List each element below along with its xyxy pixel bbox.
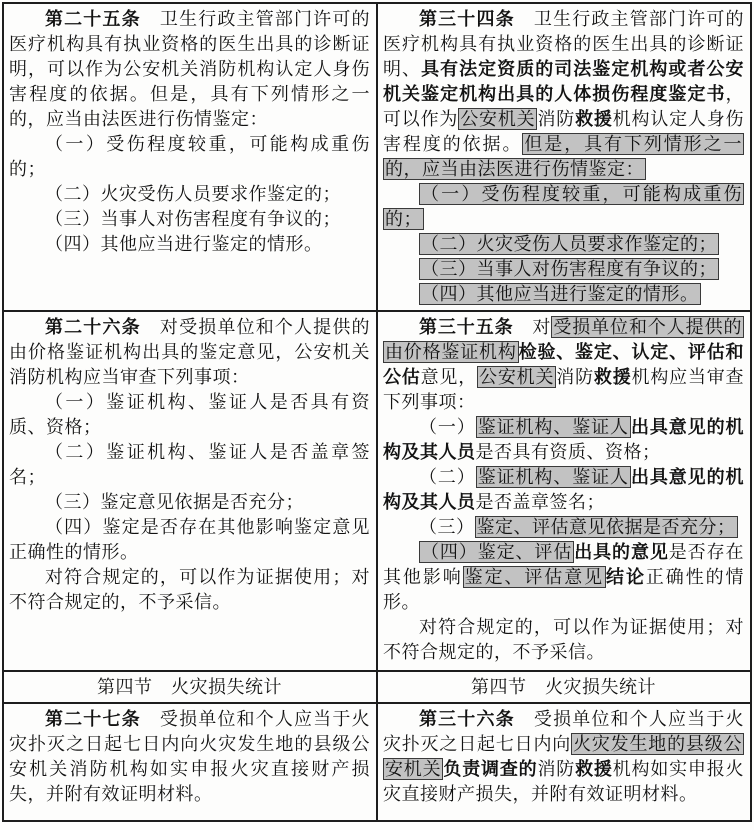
deleted-text-highlight: 鉴证机构、鉴证人 [477,467,629,487]
paragraph [9,515,370,565]
added-text-bold: 救援 [575,759,613,779]
added-text-bold: 出具的意见 [574,542,669,562]
text-run: （一） [419,417,476,437]
text-run: 是否盖章签名； [475,492,605,512]
comparison-table [2,2,752,822]
cell-article-35-new-text [377,311,751,671]
text-run: 消防 [556,367,594,387]
paragraph [383,615,744,665]
paragraph [9,315,370,390]
row-article-27-vs-36 [3,703,751,821]
paragraph [383,232,744,257]
section-heading-right: 第四节 火灾损失统计 [377,671,751,703]
paragraph [383,7,744,182]
text-run: 机构应当审查下列事项： [383,367,745,412]
deleted-text-highlight: 公安机关 [479,367,555,387]
paragraph [9,390,370,440]
text-run: 受损单位和个人应当于火灾扑灭之日起七日内向火灾发生地的县级公安机关消防机构如实申报火灾直接财产损失，并附有效证明材料。 [9,709,370,804]
added-text-bold: 出具意见的机构及其人员 [383,467,744,512]
deleted-text-highlight: 鉴定、评估意见 [464,567,605,587]
paragraph [9,182,370,207]
text-run: （四）鉴定是否存在其他影响鉴定意见正确性的情形。 [9,517,370,562]
section-heading-left: 第四节 火灾损失统计 [3,671,377,703]
deleted-text-highlight: 但是，具有下列情形之一的，应当由法医进行伤情鉴定： [385,134,743,179]
added-text-bold: 第二十七条 [45,709,141,729]
paragraph [383,415,744,465]
text-run: （四）其他应当进行鉴定的情形。 [45,234,323,254]
text-run: 消防 [537,759,576,779]
text-run: 机构认定人身伤害程度的依据。 [383,109,745,154]
text-run: （二）鉴证机构、鉴证人是否盖章签名； [9,442,370,487]
deleted-text-highlight: 公安机关 [460,109,536,129]
deleted-text-highlight: （二）火灾受伤人员要求作鉴定的； [421,234,717,254]
added-text-bold: 出具意见的机构及其人员 [383,417,744,462]
paragraph [383,257,744,282]
cell-article-27-old-text [3,703,377,821]
text-run: （三） [419,517,475,537]
deleted-text-highlight: （一）受伤程度较重，可能构成重伤的； [385,184,742,229]
text-run: 是否存在其他影响 [383,542,744,587]
deleted-text-highlight: 受损单位和个人提供的由价格鉴证机构 [385,317,742,362]
row-section-heading [3,671,751,703]
deleted-text-highlight: 鉴定、评估意见依据是否充分； [476,517,736,537]
paragraph [9,132,370,182]
cell-article-36-new-text [377,703,751,821]
paragraph [383,465,744,515]
text-run: 意见， [420,367,478,387]
added-text-bold: 救援 [593,367,632,387]
added-text-bold: 第三十五条 [419,317,514,337]
paragraph [9,207,370,232]
added-text-bold: 检验、鉴定、认定、评估和公估 [383,342,745,387]
text-run: （二） [419,467,476,487]
paragraph [383,315,744,415]
text-run: （三）鉴定意见依据是否充分； [45,492,304,512]
paragraph [383,182,744,232]
text-run: 机构如实申报火灾直接财产损失，并附有效证明材料。 [383,759,745,804]
paragraph [9,440,370,490]
text-run: （一）鉴证机构、鉴证人是否具有资质、资格； [9,392,370,437]
text-run: 对符合规定的，可以作为证据使用；对不符合规定的，不予采信。 [383,617,744,662]
paragraph [383,540,744,615]
row-article-25-vs-34 [3,3,751,311]
paragraph [383,282,744,307]
paragraph [383,707,744,807]
added-text-bold: 具有法定资质的司法鉴定机构或者公安机关鉴定机构出具的人体损伤程度鉴定书 [383,59,745,104]
text-run: 正确性的情形。 [383,567,745,612]
deleted-text-highlight: 火灾发生地的县级公安机关 [385,734,743,779]
cell-article-34-new-text [377,3,751,311]
paragraph [9,232,370,257]
text-run: 卫生行政主管部门许可的医疗机构具有执业资格的医生出具的诊断证明、 [383,9,744,79]
paragraph [9,490,370,515]
deleted-text-highlight: （四）其他应当进行鉴定的情形。 [421,284,699,304]
deleted-text-highlight: （四）鉴定、评估 [421,542,573,562]
paragraph [9,707,370,807]
text-run: （三）当事人对伤害程度有争议的； [45,209,341,229]
added-text-bold: 结论 [606,567,646,587]
text-run: 对符合规定的，可以作为证据使用；对不符合规定的，不予采信。 [9,567,370,612]
text-run: 对 [513,317,552,337]
row-article-26-vs-35 [3,311,751,671]
text-run: 是否具有资质、资格； [475,442,661,462]
text-run: （一）受伤程度较重，可能构成重伤的； [9,134,370,179]
paragraph [9,7,370,132]
added-text-bold: 负责调查的 [443,759,538,779]
text-run: 对受损单位和个人提供的由价格鉴证机构出具的鉴定意见，公安机关消防机构应当审查下列事项： [9,317,370,387]
added-text-bold: 救援 [575,109,613,129]
text-run: （二）火灾受伤人员要求作鉴定的； [45,184,341,204]
text-run: 受损单位和个人应当于火灾扑灭之日起七日内向 [383,709,744,754]
added-text-bold: 第二十六条 [45,317,141,337]
paragraph [383,515,744,540]
added-text-bold: 第二十五条 [45,9,141,29]
text-run: 消防 [537,109,576,129]
deleted-text-highlight: 鉴证机构、鉴证人 [477,417,629,437]
cell-article-26-old-text [3,311,377,671]
added-text-bold: 第三十四条 [419,9,515,29]
cell-article-25-old-text [3,3,377,311]
deleted-text-highlight: （三）当事人对伤害程度有争议的； [421,259,717,279]
text-run: 卫生行政主管部门许可的医疗机构具有执业资格的医生出具的诊断证明，可以作为公安机关消防机构认定人身伤害程度的依据。但是，具有下列情形之一的，应当由法医进行伤情鉴定： [9,9,370,129]
added-text-bold: 第三十六条 [419,709,515,729]
paragraph [9,565,370,615]
text-run: ，可以作为 [383,84,744,129]
